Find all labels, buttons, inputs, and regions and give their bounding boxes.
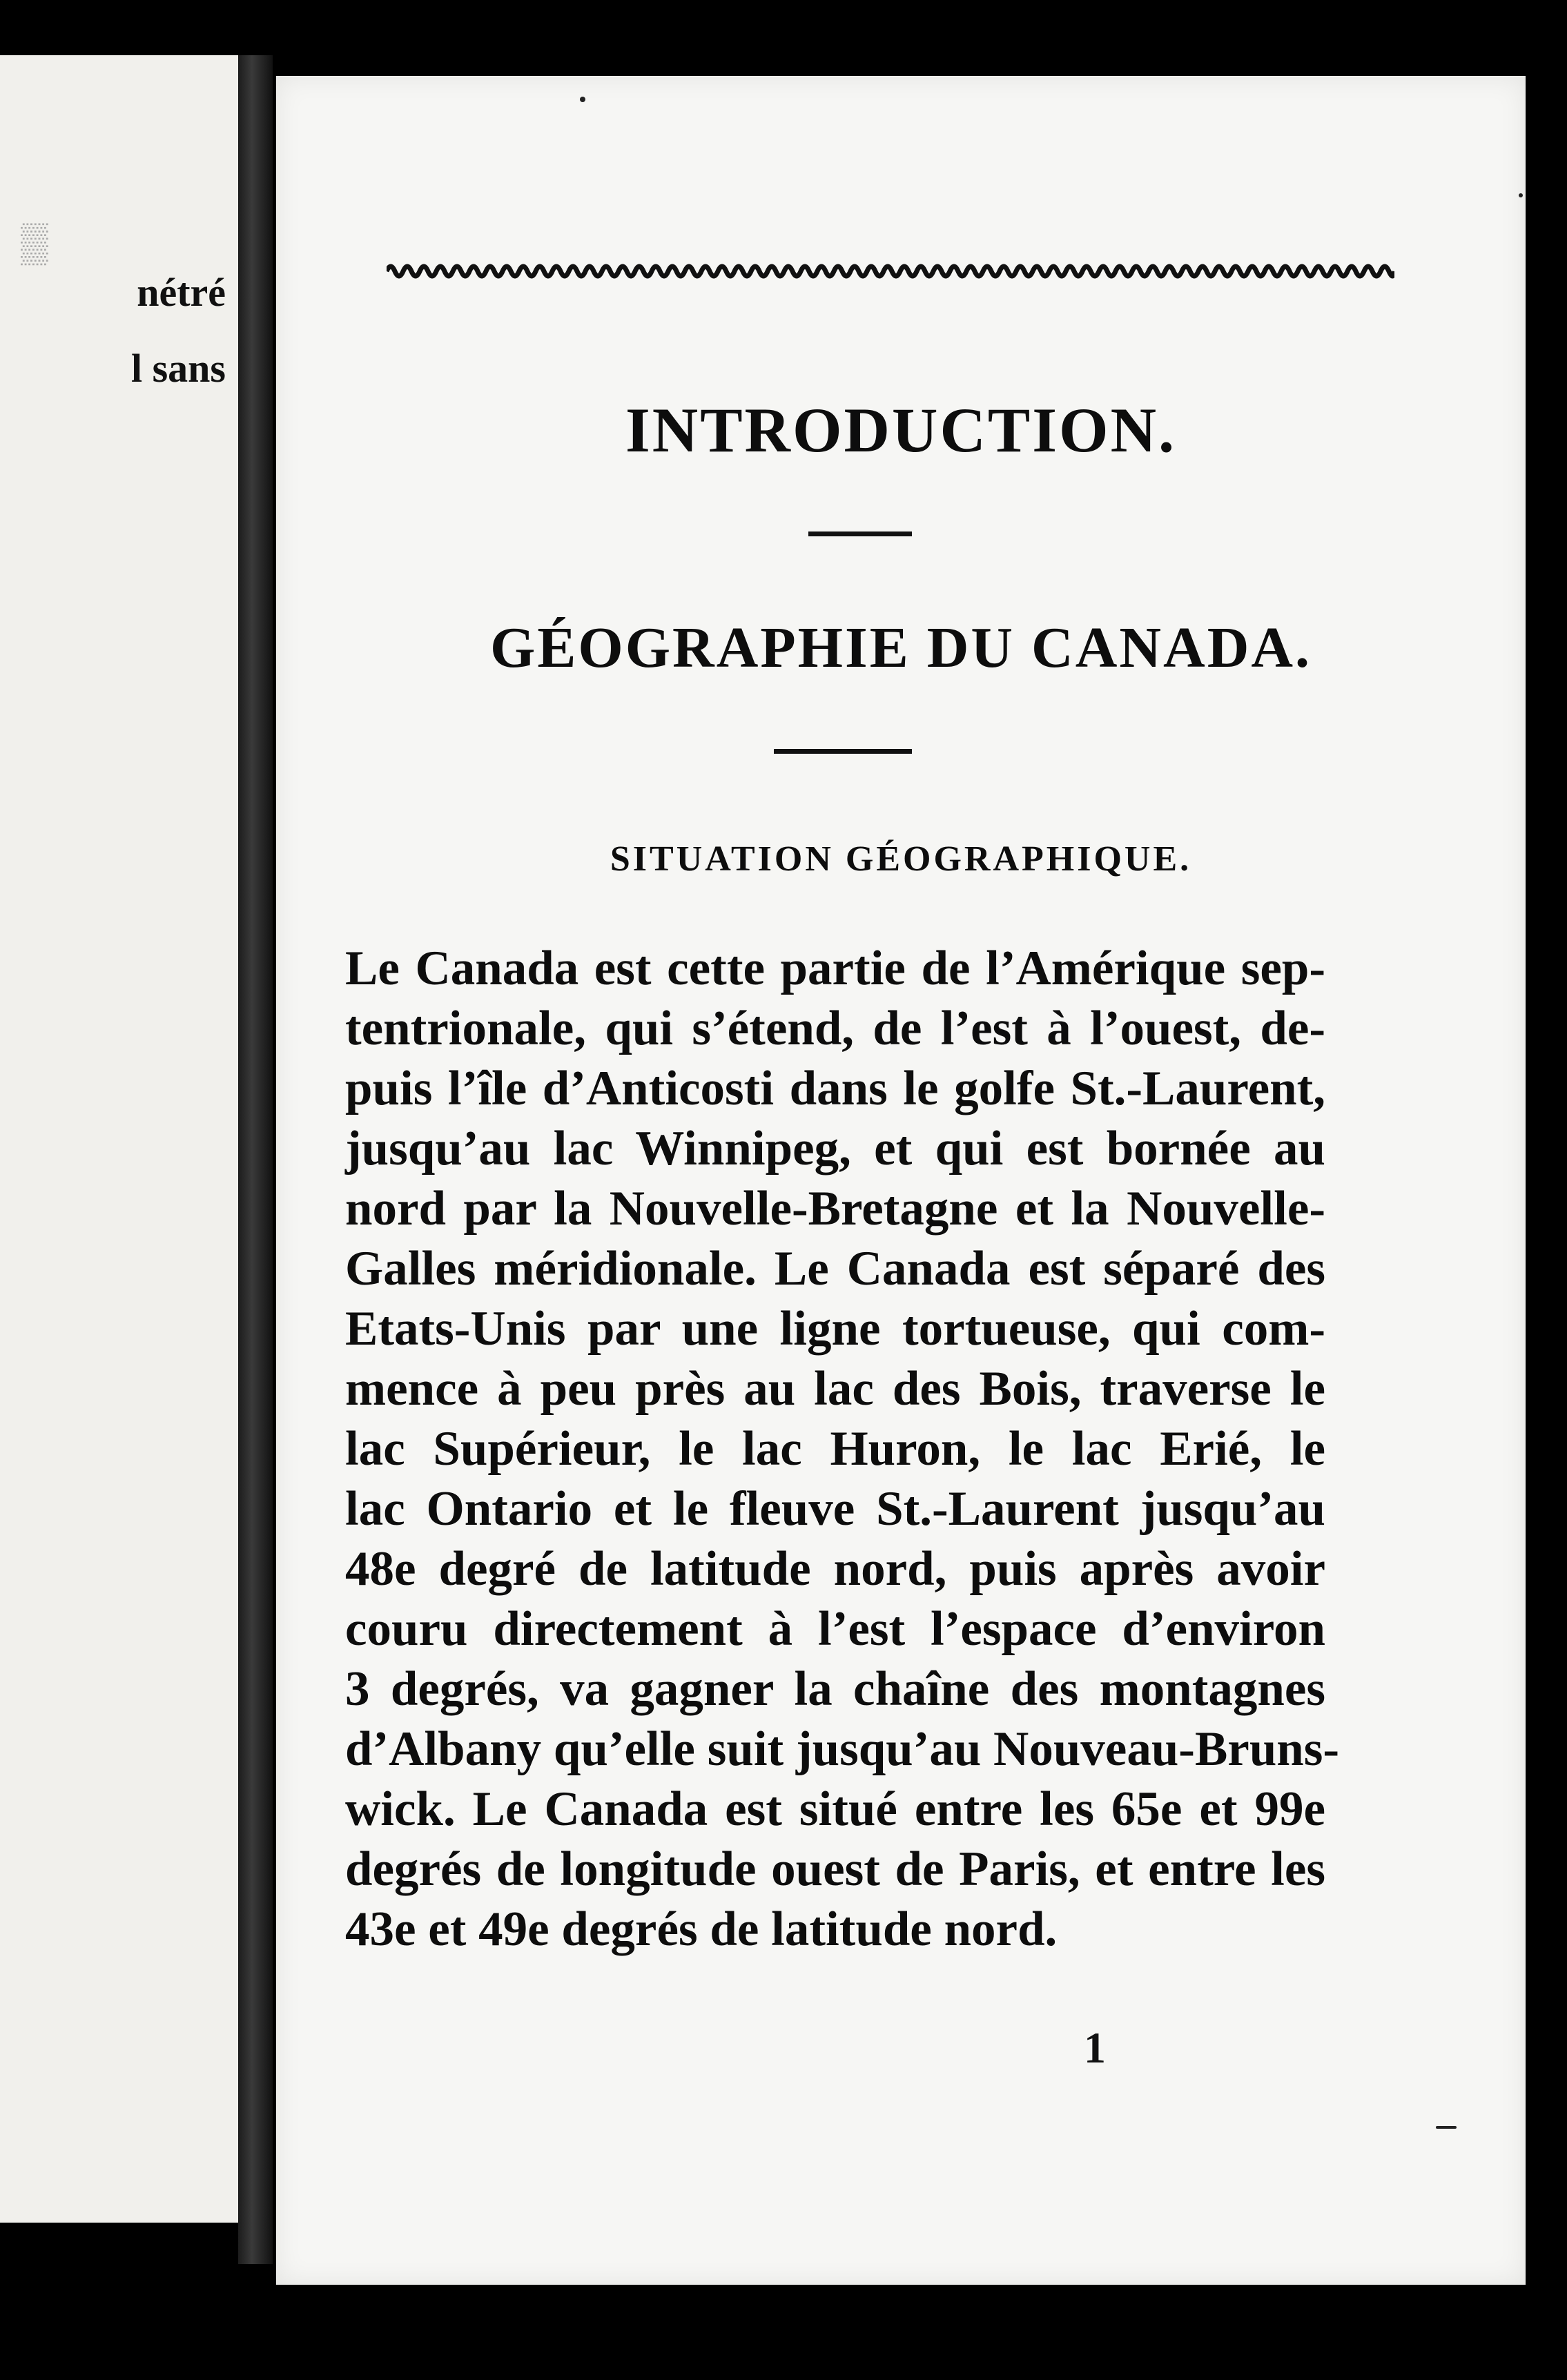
page-number: 1	[1084, 2023, 1106, 2072]
body-line: wick. Le Canada est situé entre les 65e et 99e	[345, 1782, 1325, 1836]
left-page-line-2: l sans	[130, 346, 226, 391]
body-line: 3 degrés, va gagner la chaîne des montagnes	[345, 1662, 1325, 1716]
body-line: Le Canada est cette partie de l’Amérique sep-	[345, 942, 1325, 995]
body-line-last: 43e et 49e degrés de latitude nord.	[345, 1902, 1058, 1956]
body-line: lac Supérieur, le lac Huron, le lac Erié, le	[345, 1422, 1325, 1476]
body-line: couru directement à l’est l’espace d’environ	[345, 1602, 1325, 1656]
body-line: jusqu’au lac Winnipeg, et qui est bornée au	[345, 1122, 1325, 1176]
left-facing-page: ▒ nétré l sans	[0, 55, 238, 2223]
body-line: 48e degré de latitude nord, puis après avoir	[345, 1542, 1325, 1596]
page-title: INTRODUCTION.	[625, 395, 1177, 465]
body-line: lac Ontario et le fleuve St.-Laurent jusqu’au	[345, 1482, 1325, 1536]
title-rule	[808, 531, 912, 536]
body-line: degrés de longitude ouest de Paris, et entre les	[345, 1842, 1325, 1896]
dust-speck	[1519, 193, 1523, 197]
book-page	[276, 76, 1526, 2285]
dust-speck	[580, 97, 585, 102]
subtitle-rule	[774, 749, 912, 754]
section-heading: SITUATION GÉOGRAPHIQUE.	[610, 839, 1192, 879]
left-page-line-1: nétré	[137, 270, 226, 315]
section-title: GÉOGRAPHIE DU CANADA.	[489, 616, 1312, 680]
body-line: puis l’île d’Anticosti dans le golfe St.-Laurent,	[345, 1062, 1325, 1115]
body-line: d’Albany qu’elle suit jusqu’au Nouveau-Bruns-	[345, 1722, 1340, 1776]
dust-speck	[1436, 2126, 1457, 2129]
wavy-ornament-rule	[387, 259, 1394, 284]
body-line: Etats-Unis par une ligne tortueuse, qui com-	[345, 1302, 1325, 1356]
page-gutter-fold	[238, 55, 273, 2264]
body-line: mence à peu près au lac des Bois, traverse le	[345, 1362, 1325, 1416]
body-line: Galles méridionale. Le Canada est séparé des	[345, 1242, 1325, 1296]
body-line: nord par la Nouvelle-Bretagne et la Nouvelle-	[345, 1182, 1325, 1236]
body-paragraph	[345, 939, 1340, 1960]
body-line: tentrionale, qui s’étend, de l’est à l’ouest, de-	[345, 1002, 1325, 1055]
